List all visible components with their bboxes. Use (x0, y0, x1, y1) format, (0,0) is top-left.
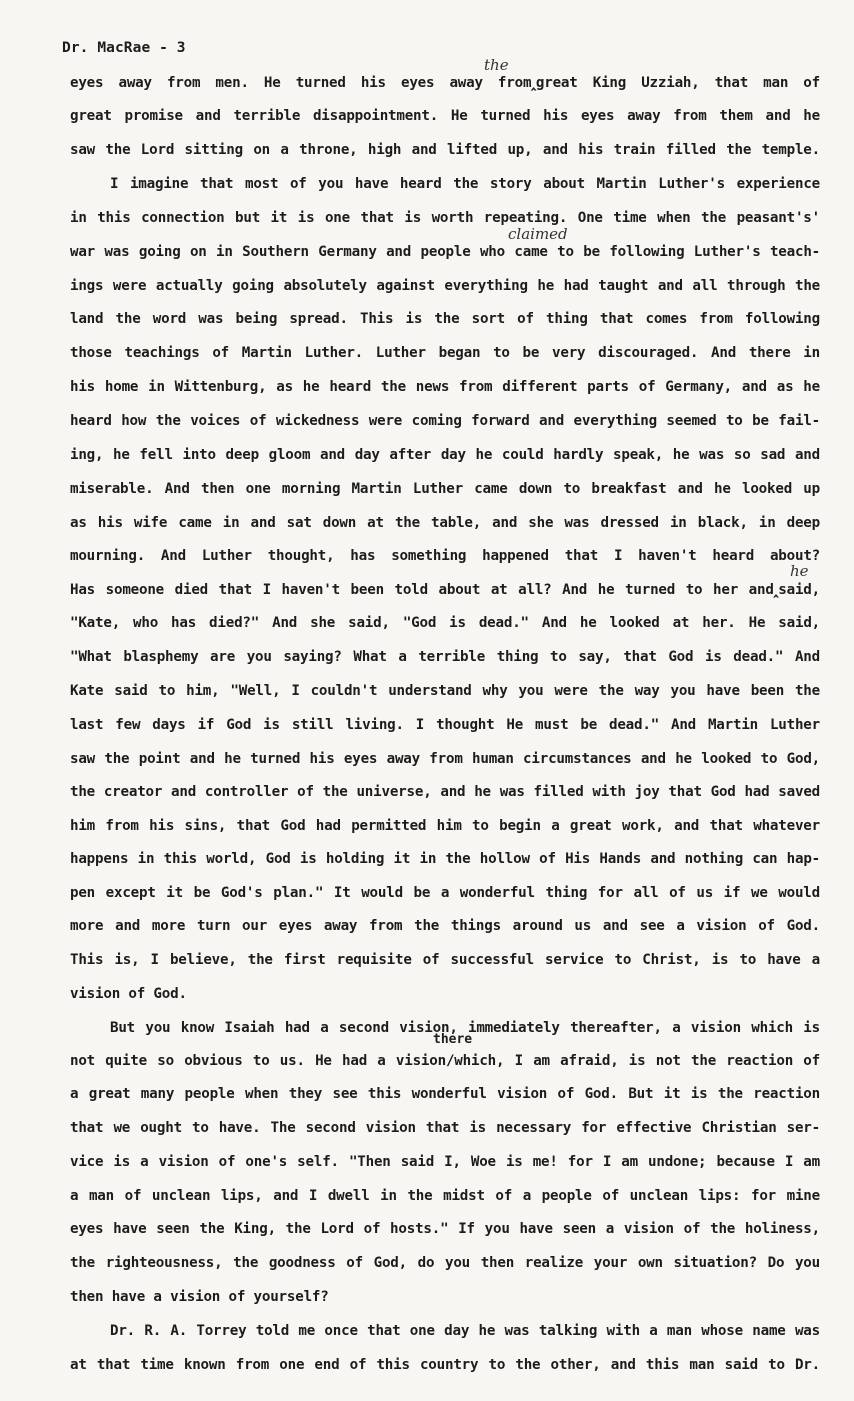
text-line: then have a vision of yourself? (70, 1289, 329, 1305)
text-line: happens in this world, God is holding it in the hollow of His Hands and nothing can hap- (70, 851, 820, 867)
text-line: Dr. R. A. Torrey told me once that one day he was talking with a man whose name was (110, 1323, 820, 1339)
text-line: pen except it be God's plan." It would be a wonderful thing for all of us if we would (70, 885, 820, 901)
text-line: not quite so obvious to us. He had a vision/which, I am afraid, is not the reaction of (70, 1053, 820, 1069)
text-line: eyes away from men. He turned his eyes away from‸great King Uzziah, that man of (70, 75, 820, 91)
handwritten-insert-he: he (790, 562, 809, 580)
text-line: land the word was being spread. This is the sort of thing that comes from following (70, 311, 820, 327)
handwritten-insert-the: the (484, 56, 509, 74)
text-line: heard how the voices of wickedness were coming forward and everything seemed to be fail- (70, 413, 820, 429)
text-line: more and more turn our eyes away from the things around us and see a vision of God. (70, 918, 820, 934)
text-line: the creator and controller of the universe, and he was filled with joy that God had saved (70, 784, 820, 800)
text-line: at that time known from one end of this country to the other, and this man said to Dr. (70, 1357, 820, 1373)
text-line: Kate said to him, "Well, I couldn't understand why you were the way you have been the (70, 683, 820, 699)
text-line: the righteousness, the goodness of God, do you then realize your own situation? Do you (70, 1255, 820, 1271)
text-line: mourning. And Luther thought, has something happened that I haven't heard about? (70, 548, 820, 564)
text-line: eyes have seen the King, the Lord of hosts." If you have seen a vision of the holiness, (70, 1221, 820, 1237)
page-header: Dr. MacRae - 3 (62, 40, 186, 56)
text-line: him from his sins, that God had permitted him to begin a great work, and that whatever (70, 818, 820, 834)
text-line: that we ought to have. The second vision that is necessary for effective Christian ser- (70, 1120, 820, 1136)
text-line: ing, he fell into deep gloom and day after day he could hardly speak, he was so sad and (70, 447, 820, 463)
text-line: war was going on in Southern Germany and people who came to be following Luther's teach- (70, 244, 820, 260)
text-line: This is, I believe, the first requisite of successful service to Christ, is to have a (70, 952, 820, 968)
text-line: great promise and terrible disappointment. He turned his eyes away from them and he (70, 108, 820, 124)
text-line: last few days if God is still living. I thought He must be dead." And Martin Luther (70, 717, 820, 733)
text-line: as his wife came in and sat down at the table, and she was dressed in black, in deep (70, 515, 820, 531)
text-line: Has someone died that I haven't been told about at all? And he turned to her and‸said, (70, 582, 820, 598)
text-line: "Kate, who has died?" And she said, "God is dead." And he looked at her. He said, (70, 615, 820, 631)
typed-insert-there: there (433, 1032, 473, 1047)
text-line: But you know Isaiah had a second vision, immediately thereafter, a vision which is (110, 1020, 820, 1036)
text-line: his home in Wittenburg, as he heard the news from different parts of Germany, and as he (70, 379, 820, 395)
text-line: those teachings of Martin Luther. Luther began to be very discouraged. And there in (70, 345, 820, 361)
text-line: vision of God. (70, 986, 187, 1002)
handwritten-insert-claimed: claimed (508, 225, 568, 243)
text-line: saw the Lord sitting on a throne, high and lifted up, and his train filled the temple. (70, 142, 820, 158)
text-line: vice is a vision of one's self. "Then said I, Woe is me! for I am undone; because I am (70, 1154, 820, 1170)
text-line: a man of unclean lips, and I dwell in the midst of a people of unclean lips: for mine (70, 1188, 820, 1204)
text-line: miserable. And then one morning Martin Luther came down to breakfast and he looked up (70, 481, 820, 497)
text-line: ings were actually going absolutely against everything he had taught and all through the (70, 278, 820, 294)
text-line: in this connection but it is one that is worth repeating. One time when the peasant's' (70, 210, 820, 226)
text-line: a great many people when they see this wonderful vision of God. But it is the reaction (70, 1086, 820, 1102)
text-line: "What blasphemy are you saying? What a terrible thing to say, that God is dead." And (70, 649, 820, 665)
text-line: saw the point and he turned his eyes away from human circumstances and he looked to God, (70, 751, 820, 767)
text-line: I imagine that most of you have heard the story about Martin Luther's experience (110, 176, 820, 192)
